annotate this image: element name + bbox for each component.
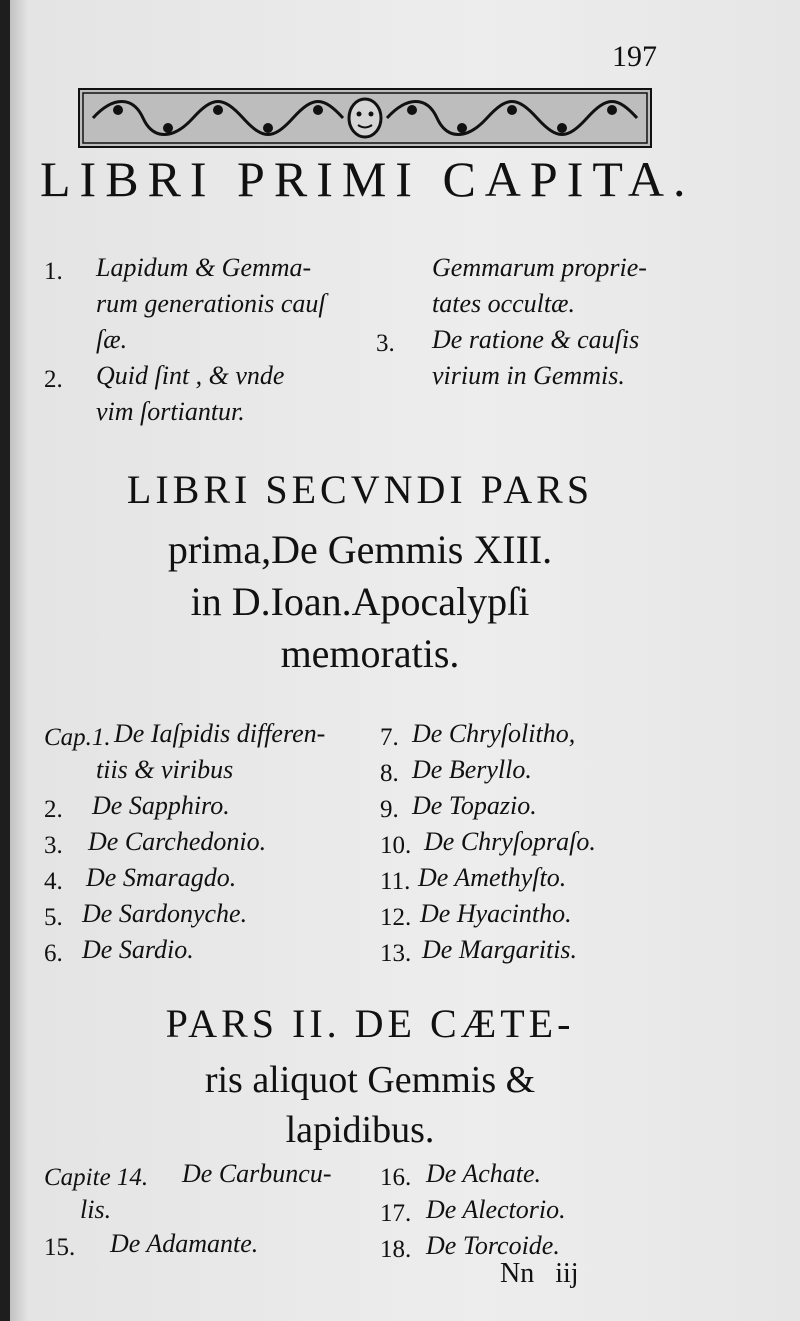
chapter-number: 18. [380,1236,412,1263]
chapter-title-line: De Smaragdo. [86,863,237,892]
chapter-title-line: De Amethyſto. [418,863,567,892]
chapter-title-line: De Chryſolitho, [412,719,576,748]
chapter-number: 7. [380,724,399,751]
chapter-number: 2. [44,796,63,823]
chapter-title-line: De Sardio. [82,935,194,964]
chapter-number: 16. [380,1164,412,1191]
chapter-number: Cap.1. [44,724,111,751]
chapter-number: 13. [380,940,412,967]
chapter-title-line: Lapidum & Gemma- [96,253,312,282]
chapter-title-line: Quid ſint , & vnde [96,361,285,390]
chapter-number: 11. [380,868,411,895]
chapter-number: 1. [44,258,63,285]
heading-part2-line2: ris aliquot Gemmis & [204,1059,536,1101]
chapter-number: 5. [44,904,63,931]
chapter-title-line: De ratione & cauſis [432,325,640,354]
chapter-title-line: De Torcoide. [426,1231,560,1260]
chapter-title-line: ſæ. [96,325,128,354]
chapter-number: 2. [44,366,63,393]
chapter-title-line: lis. [80,1195,112,1224]
chapter-title-line: De Carchedonio. [88,827,267,856]
page-number: 197 [612,40,657,73]
chapter-title-line: rum generationis cauſ [96,289,326,318]
chapter-number: 17. [380,1200,412,1227]
chapter-number: 6. [44,940,63,967]
chapter-title-line: De Sapphiro. [92,791,230,820]
chapter-title-line: De Chryſopraſo. [424,827,596,856]
chapter-title-line: De Topazio. [412,791,537,820]
chapter-number: 3. [376,330,395,357]
chapter-number: Capite 14. [44,1164,149,1191]
chapter-number: 4. [44,868,63,895]
chapter-number: 9. [380,796,399,823]
heading-book2-line2: prima,De Gemmis XIII. [167,527,553,572]
signature-mark: Nn iij [500,1258,579,1289]
chapter-number: 8. [380,760,399,787]
heading-part2-line1: PARS II. DE CÆTE- [165,1001,575,1046]
chapter-title-line: De Sardonyche. [82,899,248,928]
chapter-title-line: De Carbuncu- [182,1159,332,1188]
heading-part2-line3: lapidibus. [285,1109,435,1151]
heading-book2-line1: LIBRI SECVNDI PARS [126,467,594,512]
heading-book1: LIBRI PRIMI CAPITA. [40,151,695,207]
ornament-headpiece [78,88,652,148]
chapter-title-line: Gemmarum proprie- [432,253,647,282]
heading-book2-line3: in D.Ioan.Apocalypſi [190,579,530,624]
chapter-title-line: tiis & viribus [96,755,234,784]
chapter-title-line: De Iaſpidis differen- [114,719,326,748]
chapter-number: 3. [44,832,63,859]
heading-book2-line4: memoratis. [280,631,460,676]
chapter-title-line: De Hyacintho. [420,899,572,928]
chapter-title-line: De Margaritis. [422,935,578,964]
chapter-number: 10. [380,832,412,859]
chapter-title-line: De Adamante. [110,1229,259,1258]
chapter-number: 15. [44,1234,76,1261]
chapter-title-line: De Achate. [426,1159,542,1188]
chapter-title-line: De Beryllo. [412,755,532,784]
chapter-title-line: vim ſortiantur. [96,397,245,426]
chapter-title-line: tates occultæ. [432,289,575,318]
chapter-title-line: De Alectorio. [426,1195,566,1224]
chapter-title-line: virium in Gemmis. [432,361,625,390]
chapter-number: 12. [380,904,412,931]
